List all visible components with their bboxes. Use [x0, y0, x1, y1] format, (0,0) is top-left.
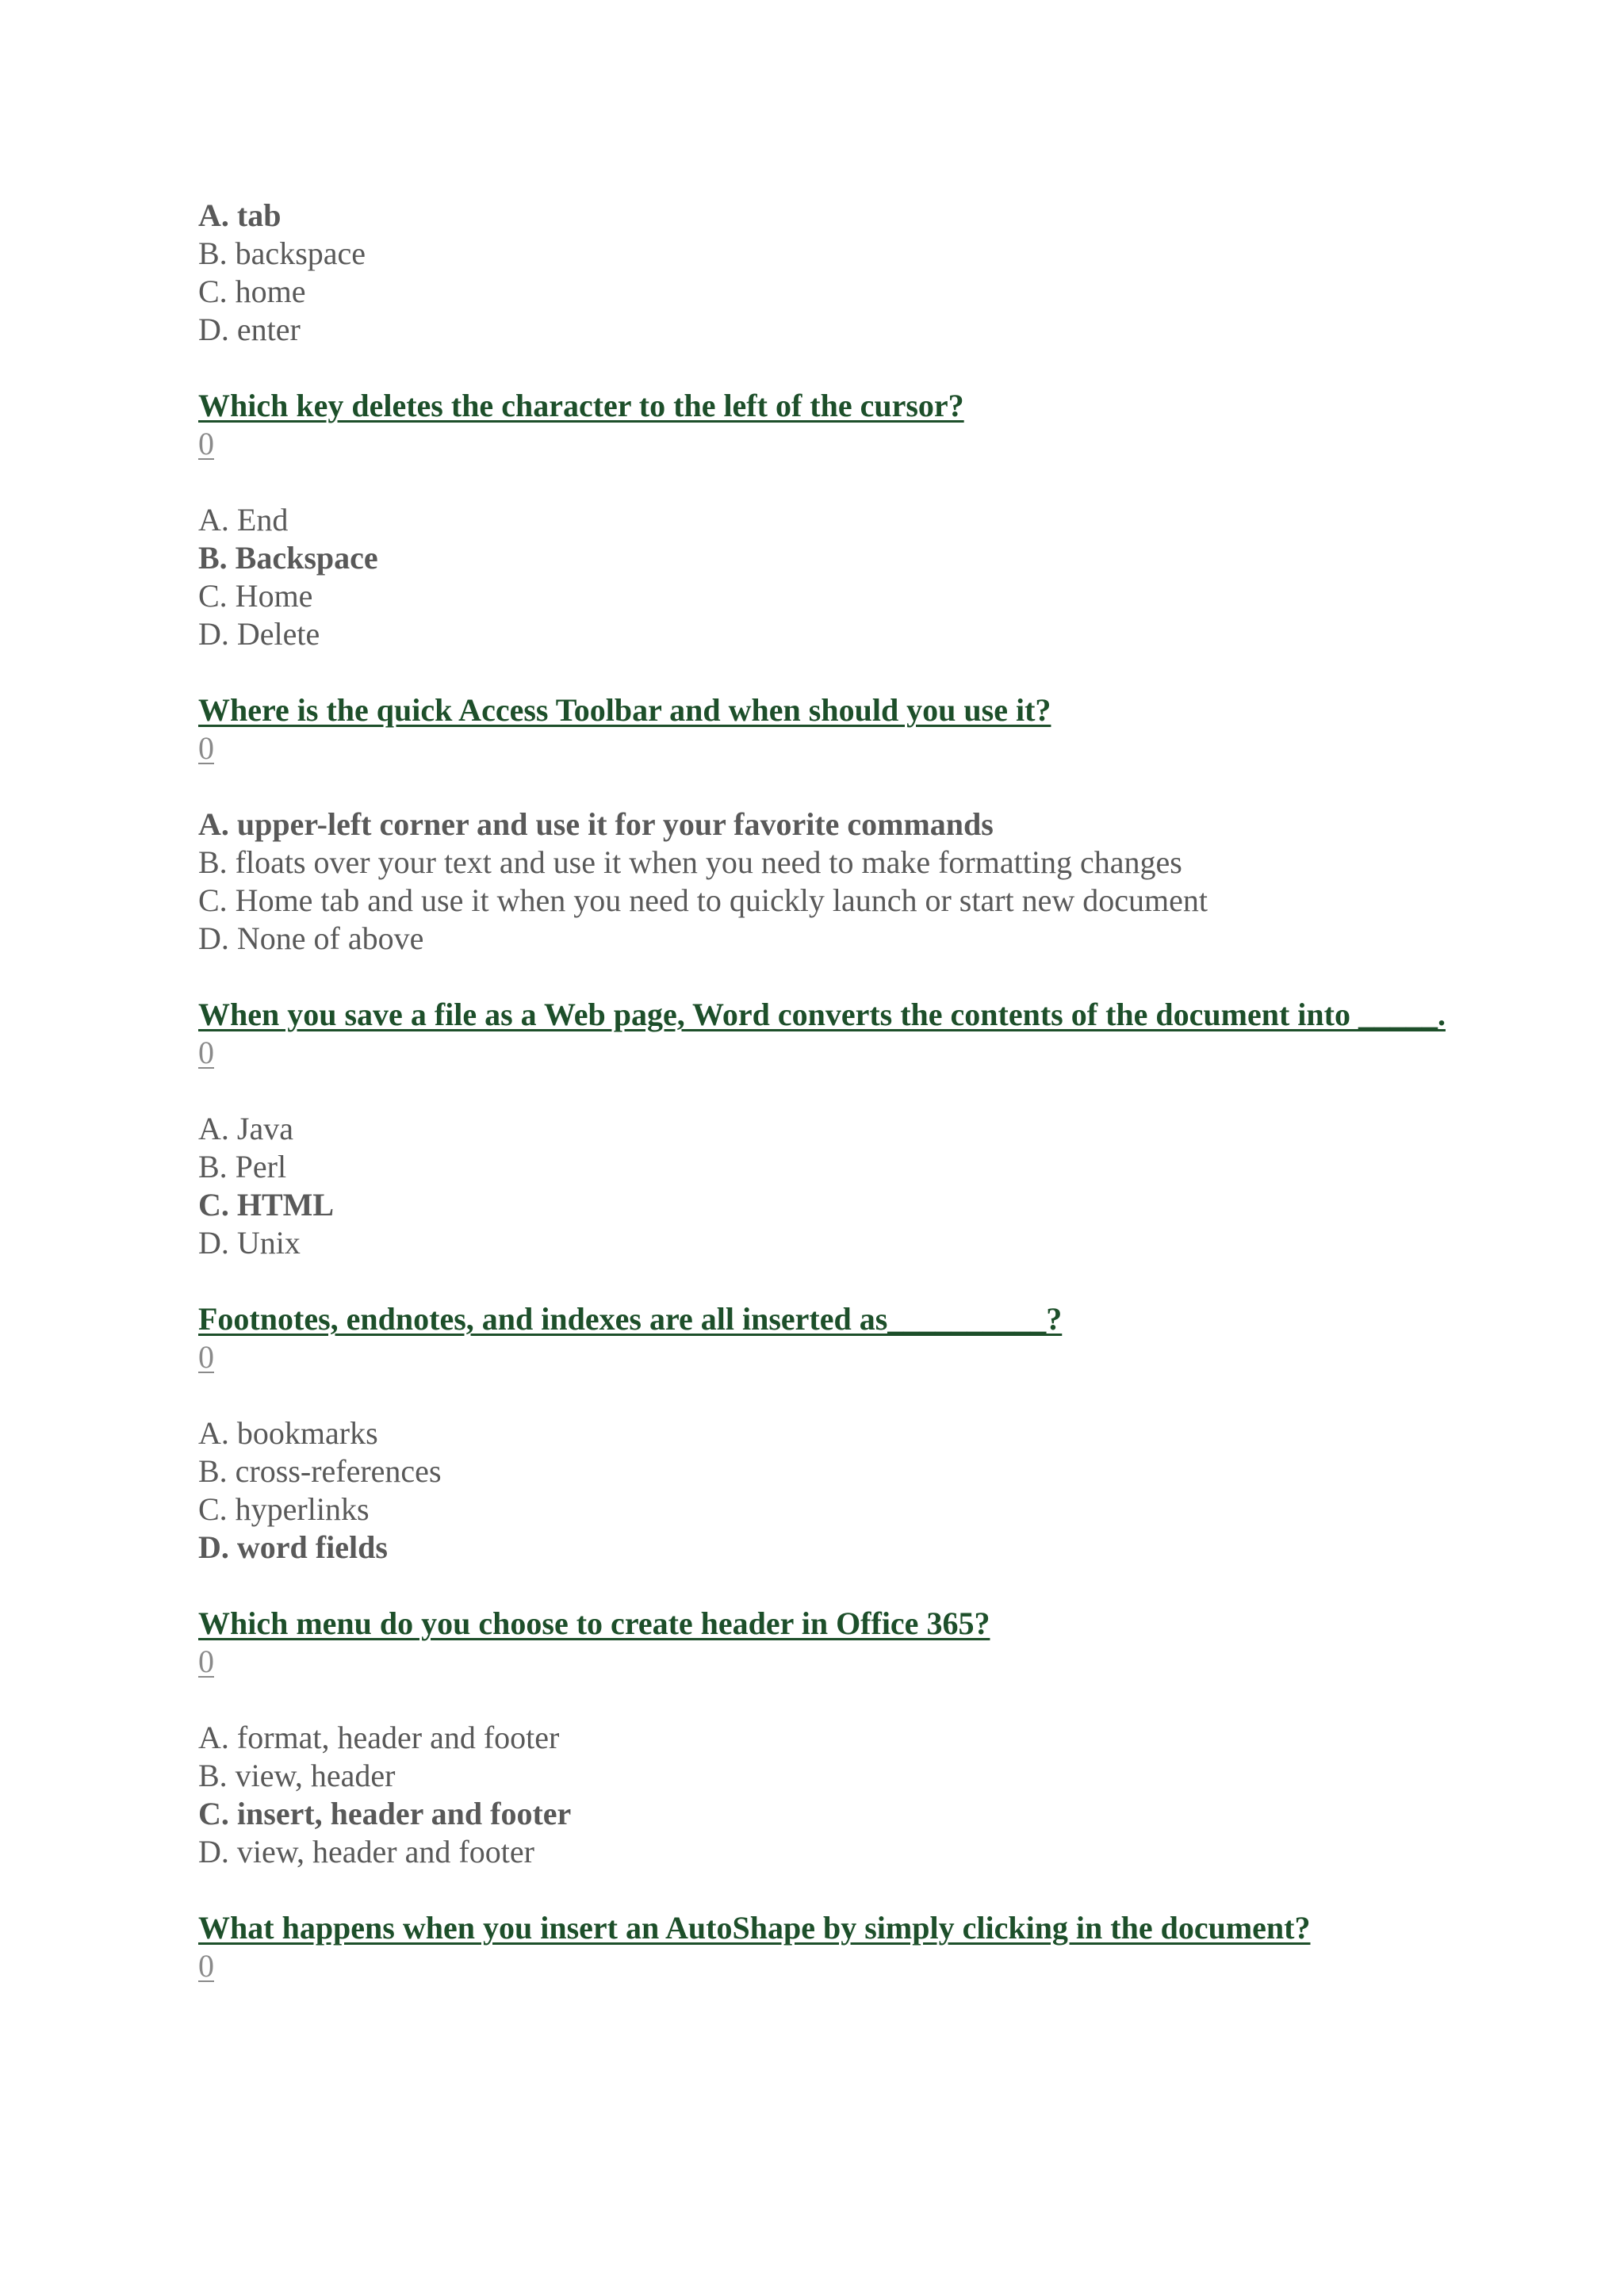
- question-block-6: [198, 1909, 1483, 1985]
- question-block-4: [198, 1300, 1483, 1567]
- question-link[interactable]: Footnotes, endnotes, and indexes are all inserted as__________?: [198, 1301, 1063, 1337]
- option-c: C. Home tab and use it when you need to quickly launch or start new document: [198, 882, 1208, 918]
- question-link[interactable]: Where is the quick Access Toolbar and when should you use it?: [198, 692, 1051, 728]
- question-block-0: [198, 197, 1483, 349]
- option-b: B. floats over your text and use it when you need to make formatting changes: [198, 844, 1182, 880]
- option-d: D. view, header and footer: [198, 1834, 534, 1869]
- question-block-5: [198, 1605, 1483, 1871]
- option-c: C. HTML: [198, 1187, 335, 1223]
- option-a: A. Java: [198, 1111, 293, 1146]
- question-link[interactable]: What happens when you insert an AutoShape by simply clicking in the document?: [198, 1910, 1311, 1946]
- option-d: D. None of above: [198, 920, 424, 956]
- option-b: B. Backspace: [198, 540, 378, 576]
- question-block-2: [198, 691, 1483, 958]
- answer-count-link[interactable]: 0: [198, 730, 214, 766]
- answer-count-link[interactable]: 0: [198, 426, 214, 461]
- answer-count-link[interactable]: 0: [198, 1339, 214, 1375]
- option-d: D. enter: [198, 312, 301, 347]
- option-c: C. Home: [198, 578, 313, 614]
- option-a: A. upper-left corner and use it for your favorite commands: [198, 806, 994, 842]
- answer-count-link[interactable]: 0: [198, 1035, 214, 1070]
- question-block-3: [198, 996, 1483, 1262]
- question-link[interactable]: Which key deletes the character to the left of the cursor?: [198, 388, 964, 423]
- option-d: D. word fields: [198, 1529, 388, 1565]
- option-d: D. Delete: [198, 616, 320, 652]
- option-b: B. backspace: [198, 235, 366, 271]
- question-link[interactable]: Which menu do you choose to create header in Office 365?: [198, 1605, 990, 1641]
- answer-count-link[interactable]: 0: [198, 1644, 214, 1679]
- option-b: B. cross-references: [198, 1453, 442, 1489]
- option-b: B. view, header: [198, 1758, 396, 1793]
- option-b: B. Perl: [198, 1149, 287, 1184]
- question-link[interactable]: When you save a file as a Web page, Word converts the contents of the document into _____.: [198, 997, 1446, 1032]
- answer-count-link[interactable]: 0: [198, 1948, 214, 1984]
- document-page: [198, 197, 1483, 1985]
- option-c: C. hyperlinks: [198, 1491, 370, 1527]
- question-block-1: [198, 387, 1483, 653]
- option-a: A. format, header and footer: [198, 1720, 560, 1755]
- option-c: C. home: [198, 274, 306, 309]
- option-d: D. Unix: [198, 1225, 301, 1261]
- option-a: A. End: [198, 502, 289, 538]
- option-a: A. bookmarks: [198, 1415, 378, 1451]
- option-c: C. insert, header and footer: [198, 1796, 572, 1831]
- option-a: A. tab: [198, 197, 282, 233]
